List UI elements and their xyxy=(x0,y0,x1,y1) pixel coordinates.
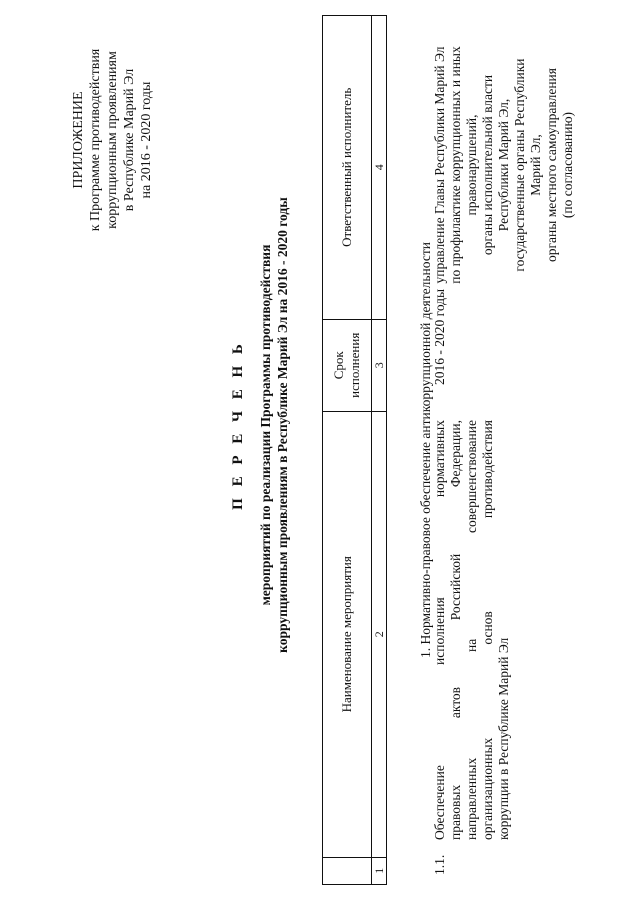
executor-line: Марий Эл, xyxy=(528,134,543,196)
item-text-line: Обеспечение исполнения нормативных xyxy=(432,420,447,840)
title-block xyxy=(230,105,291,745)
executor-line: органы местного самоуправления xyxy=(544,68,559,262)
header-cell-term: Срок исполнения xyxy=(323,319,372,411)
header-cell-empty xyxy=(323,857,372,884)
item-text-line: направленных на совершенствование xyxy=(464,420,479,840)
executor-line: органы исполнительной власти xyxy=(480,74,495,256)
appendix-line: на 2016 - 2020 годы xyxy=(139,81,154,199)
document-subtitle-line: мероприятий по реализации Программы противодействия xyxy=(258,244,273,606)
measures-table xyxy=(322,15,387,885)
column-number: 3 xyxy=(372,319,387,411)
executor-line: Республики Марий Эл, xyxy=(496,98,511,232)
item-executor xyxy=(432,25,576,305)
document-title: П Е Р Е Ч Е Н Ь xyxy=(230,340,246,510)
appendix-line: в Республике Марий Эл xyxy=(122,68,137,212)
appendix-line: к Программе противодействия xyxy=(88,48,103,232)
item-number: 1.1. xyxy=(432,854,447,875)
header-cell-executor: Ответственный исполнитель xyxy=(323,16,372,320)
item-text-line: коррупции в Республике Марий Эл xyxy=(496,637,511,840)
executor-line: управление Главы Республики Марий Эл xyxy=(432,46,447,284)
column-number: 4 xyxy=(372,16,387,320)
appendix-block xyxy=(70,15,155,265)
section-title: 1. Нормативно-правовое обеспечение антикоррупционной деятельности xyxy=(418,242,433,658)
table-header-row xyxy=(323,16,372,885)
header-cell-name: Наименование мероприятия xyxy=(323,411,372,857)
item-text-line: правовых актов Российской Федерации, xyxy=(448,420,463,840)
document-subtitle-line: коррупционным проявлениям в Республике Марий Эл на 2016 - 2020 годы xyxy=(275,197,290,653)
executor-line: (по согласованию) xyxy=(560,111,575,219)
executor-line: по профилактике коррупционных и иных xyxy=(448,46,463,284)
column-number: 1 xyxy=(372,857,387,884)
executor-line: государственные органы Республики xyxy=(512,58,527,272)
appendix-line: коррупционным проявлениям xyxy=(105,51,120,229)
item-text-line: организационных основ противодействия xyxy=(480,420,495,840)
item-text xyxy=(432,420,512,840)
column-number: 2 xyxy=(372,411,387,857)
appendix-line: ПРИЛОЖЕНИЕ xyxy=(71,91,86,189)
item-term: 2016 - 2020 годы xyxy=(432,288,447,385)
column-number-row xyxy=(372,16,387,885)
executor-line: правонарушений, xyxy=(464,114,479,216)
